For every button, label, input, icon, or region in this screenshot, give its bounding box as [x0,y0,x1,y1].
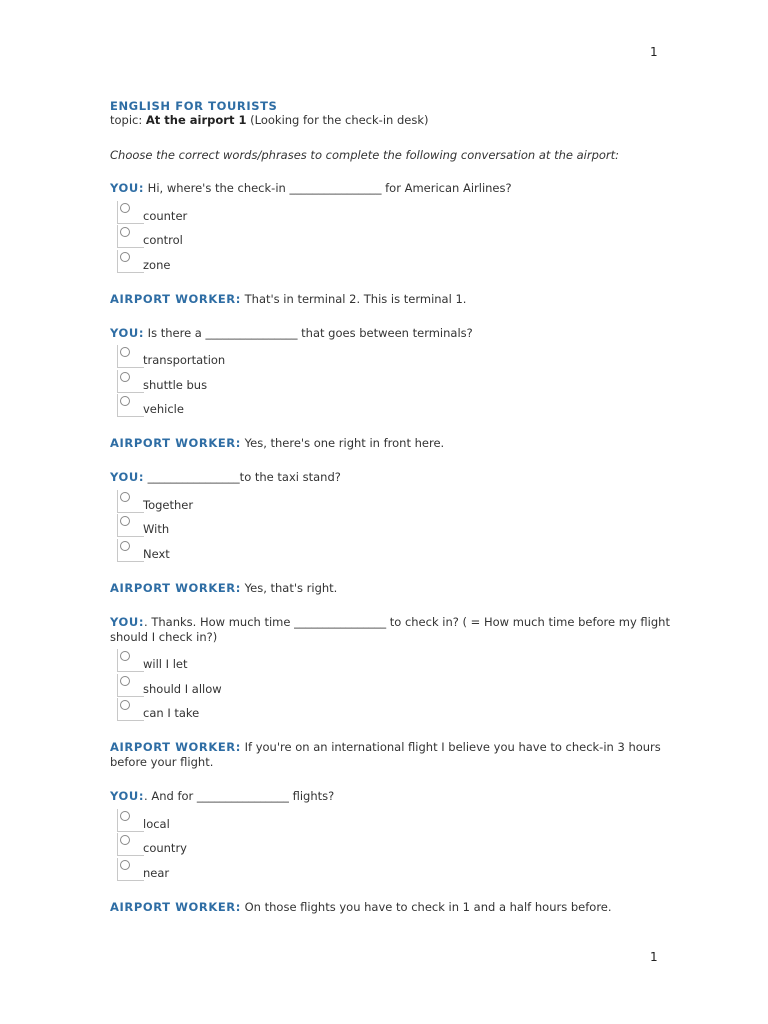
speaker-label: AIRPORT WORKER: [110,291,241,306]
question [110,470,670,485]
radio-button-frame [117,858,144,881]
reply-text: If you're on an international flight I believe you have to check-in 3 hours before your flight. [110,740,661,769]
radio-button-frame [117,539,144,562]
dialogue-block-4 [110,615,670,771]
radio-button[interactable] [120,396,130,406]
radio-button-frame [117,250,144,273]
question [110,789,670,804]
option-label: should I allow [143,681,222,696]
option-label: zone [143,257,171,272]
radio-button-frame [117,833,144,856]
reply-text: On those flights you have to check in 1 and a half hours before. [240,899,612,914]
speaker-label: YOU: [110,181,145,195]
question-text: Hi, where's the check-in ________________ for American Airlines? [144,181,512,195]
radio-button[interactable] [120,835,130,845]
radio-button[interactable] [120,252,130,262]
radio-button[interactable] [120,860,130,870]
answer-option[interactable] [110,199,670,224]
answer-option[interactable] [110,368,670,393]
dialogue-block-1 [110,181,670,307]
speaker-label: AIRPORT WORKER: [110,580,241,595]
answer-options [110,199,670,273]
dialogue-block-3 [110,470,670,596]
radio-button[interactable] [120,203,130,213]
answer-options [110,648,670,722]
option-label: will I let [143,657,188,671]
page-number-top: 1 [650,45,658,59]
document-title: ENGLISH FOR TOURISTS [110,99,278,113]
dialogue-block-5 [110,789,670,915]
radio-button[interactable] [120,492,130,502]
option-label: vehicle [143,402,184,416]
option-label: Together [143,497,194,512]
question [110,615,670,645]
radio-button-frame [117,370,144,393]
radio-button[interactable] [120,227,130,237]
answer-option[interactable] [110,832,670,857]
answer-option[interactable] [110,224,670,249]
question-text: . Thanks. How much time ________________ to check in? ( = How much time before my flight should I check in?) [110,614,670,644]
speaker-label: AIRPORT WORKER: [110,436,241,450]
radio-button[interactable] [120,347,130,357]
radio-button-frame [117,698,144,721]
reply [110,292,670,307]
reply-text: Yes, there's one right in front here. [240,436,445,450]
reply [110,581,670,596]
page-number-bottom: 1 [650,950,658,964]
topic-subtitle: (Looking for the check-in desk) [246,113,429,127]
answer-option[interactable] [110,393,670,418]
radio-button-frame [117,201,144,224]
answer-option[interactable] [110,537,670,562]
answer-option[interactable] [110,856,670,881]
radio-button[interactable] [120,516,130,526]
instructions: Choose the correct words/phrases to complete the following conversation at the airport: [110,148,620,162]
radio-button[interactable] [120,676,130,686]
radio-button-frame [117,394,144,417]
radio-button[interactable] [120,541,130,551]
question-text: Is there a ________________ that goes between terminals? [144,325,473,340]
topic-prefix: topic: [110,113,146,127]
answer-options [110,807,670,881]
answer-option[interactable] [110,697,670,722]
answer-option[interactable] [110,648,670,673]
option-label: can I take [143,706,200,720]
answer-option[interactable] [110,513,670,538]
answer-option[interactable] [110,344,670,369]
option-label: shuttle bus [143,377,208,392]
dialogue-block-2 [110,326,670,452]
option-label: counter [143,208,188,223]
question-text: ________________to the taxi stand? [144,470,341,484]
option-label: country [143,841,187,855]
speaker-label: YOU: [110,789,145,803]
radio-button[interactable] [120,372,130,382]
question-text: . And for ________________ flights? [144,789,335,803]
option-label: control [143,233,183,247]
radio-button-frame [117,490,144,513]
reply [110,740,670,770]
speaker-label: YOU: [110,614,145,629]
radio-button-frame [117,225,144,248]
reply [110,900,670,915]
reply [110,436,670,451]
radio-button-frame [117,649,144,672]
answer-option[interactable] [110,488,670,513]
option-label: near [143,865,170,880]
answer-option[interactable] [110,807,670,832]
radio-button-frame [117,345,144,368]
question [110,181,670,196]
question [110,326,670,341]
option-label: Next [143,546,170,561]
option-label: local [143,816,170,831]
option-label: transportation [143,353,226,367]
option-label: With [143,522,170,536]
speaker-label: AIRPORT WORKER: [110,740,241,754]
answer-option[interactable] [110,248,670,273]
topic-line [110,113,670,127]
answer-option[interactable] [110,672,670,697]
radio-button-frame [117,514,144,537]
reply-text: Yes, that's right. [240,580,338,595]
radio-button-frame [117,809,144,832]
radio-button[interactable] [120,700,130,710]
radio-button-frame [117,674,144,697]
speaker-label: AIRPORT WORKER: [110,899,241,914]
answer-options [110,488,670,562]
topic-name: At the airport 1 [145,113,247,127]
reply-text: That's in terminal 2. This is terminal 1. [240,291,467,306]
speaker-label: YOU: [110,325,145,340]
worksheet [110,99,670,915]
speaker-label: YOU: [110,470,145,484]
radio-button[interactable] [120,811,130,821]
answer-options [110,344,670,418]
radio-button[interactable] [120,651,130,661]
